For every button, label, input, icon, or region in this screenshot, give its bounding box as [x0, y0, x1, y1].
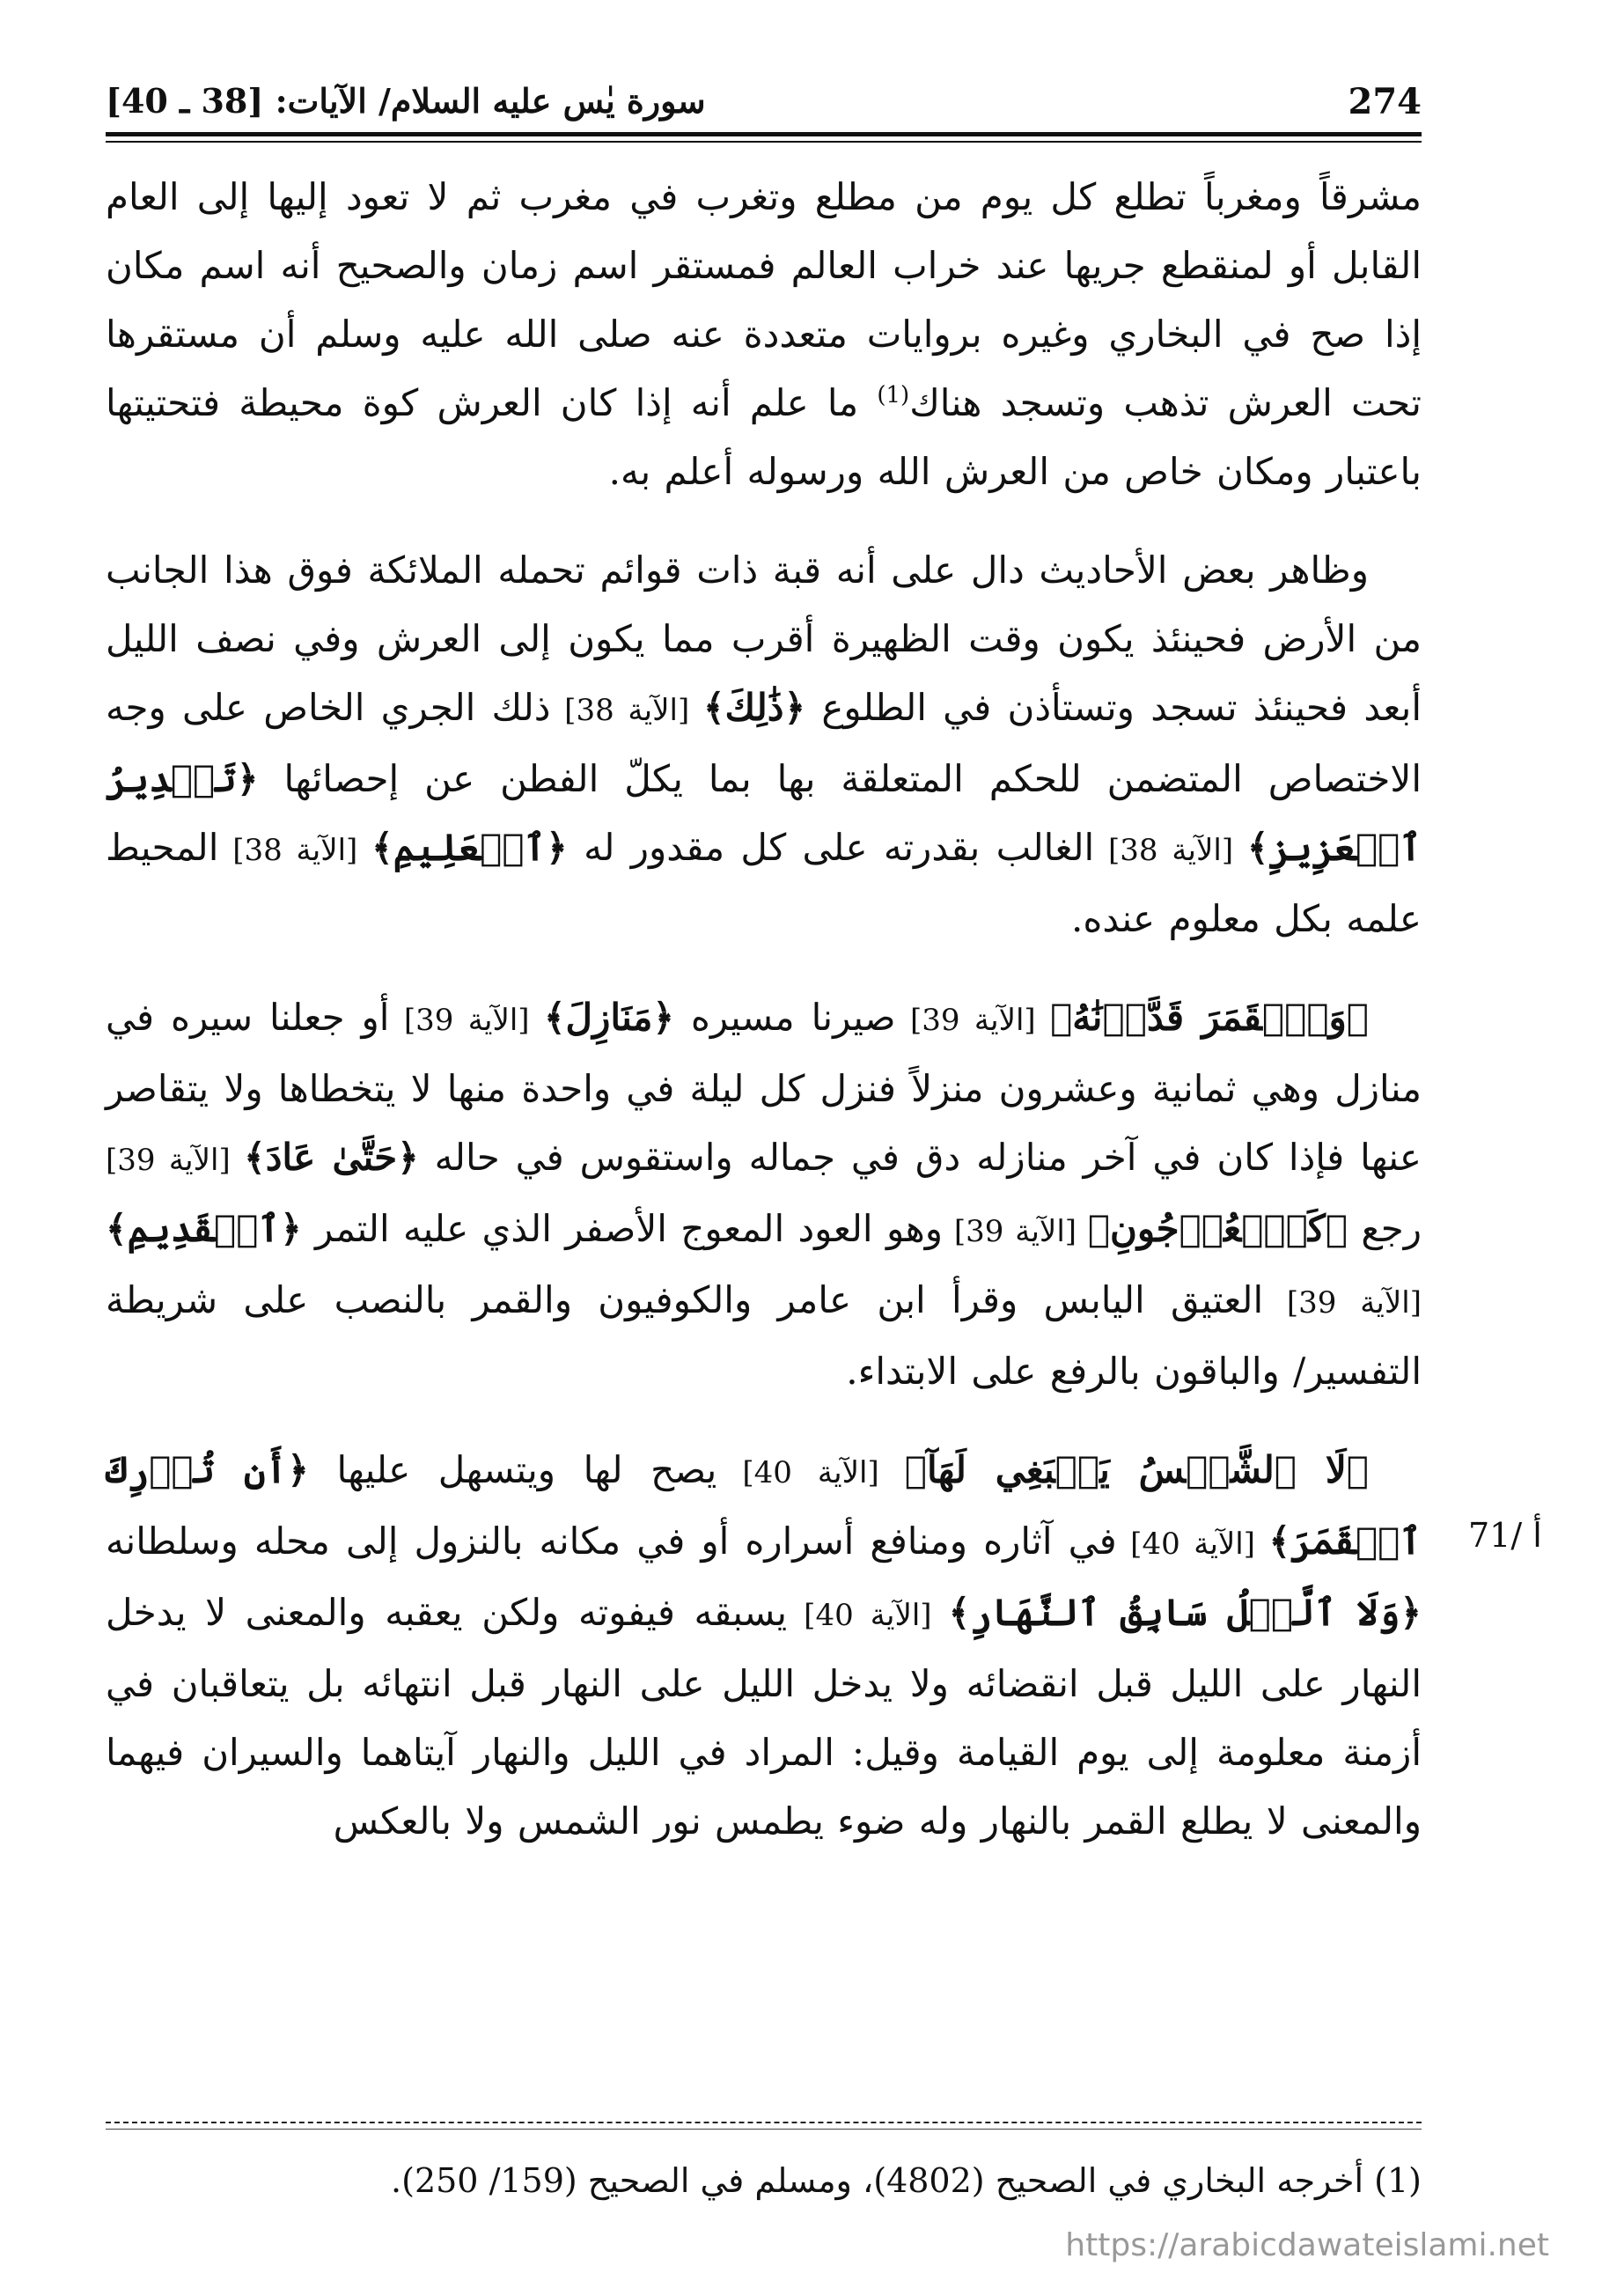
- footnote-1: (1) أخرجه البخاري في الصحيح (4802)، ومسلم في الصحيح (159/ 250).: [391, 2161, 1422, 2200]
- text-run: ذلك الجري الخاص على وجه الاختصاص المتضمن للحكم المتعلقة بها بما يكلّ الفطن عن إحصائها: [106, 686, 1422, 800]
- text-run: وهو العود المعوج الأصفر الذي عليه التمر: [301, 1207, 944, 1250]
- paragraph: [106, 163, 1422, 506]
- header-rule: [106, 132, 1422, 136]
- text-run: العتيق اليابس وقرأ ابن عامر والكوفيون والقمر بالنصب على شريطة التفسير/ والباقون بالرفع على الابتداء.: [106, 1278, 1422, 1393]
- verse-reference: [الآية 40]: [1116, 1527, 1269, 1562]
- quran-quote: ﴿ٱلۡعَلِيمِ﴾: [371, 826, 568, 869]
- verse-reference: [الآية 39]: [943, 1214, 1088, 1249]
- text-run: الغالب بقدرته على كل مقدور له: [567, 826, 1095, 869]
- quran-quote: ﴿وَٱلۡقَمَرَ قَدَّرۡنَٰهُ﴾: [1050, 996, 1370, 1039]
- verse-reference: [الآية 39]: [895, 1003, 1051, 1038]
- footnote-marker: (1): [877, 382, 910, 408]
- text-run: المحيط علمه بكل معلوم عنده.: [106, 826, 1422, 940]
- text-run: ما علم أنه إذا كان العرش كوة محيطة فتحتيتها باعتبار ومكان خاص من العرش الله ورسوله أعلم به.: [106, 381, 1422, 493]
- text-run: في آثاره ومنافع أسراره أو في مكانه بالنزول إلى محله وسلطانه: [106, 1519, 1117, 1563]
- quran-quote: ﴿ٱلۡقَدِيمِ﴾: [106, 1207, 302, 1250]
- verse-reference: [الآية 40]: [787, 1598, 949, 1633]
- quran-quote: ﴿كَٱلۡعُرۡجُونِ﴾: [1087, 1207, 1348, 1250]
- text-run: يسبقه فيفوته ولكن يعقبه والمعنى لا يدخل النهار على الليل قبل انقضائه ولا يدخل الليل على النهار قبل انتهائه بل يتعاقبان في أزمنة معلومة إلى يوم القيامة وقيل: المراد في الليل والنهار آيتاهما والسيران فيهما والمعنى لا يطلع القمر بالنهار وله ضوء يطمس نور الشمس ولا بالعكس: [106, 1591, 1422, 1843]
- text-run: صيرنا مسيره: [673, 996, 896, 1039]
- quran-quote: ﴿مَنَازِلَ﴾: [543, 996, 674, 1039]
- paragraph: [106, 536, 1422, 953]
- verse-reference: [الآية 38]: [218, 833, 372, 868]
- text-run: مشرقاً ومغرباً تطلع كل يوم من مطلع وتغرب في مغرب ثم لا تعود إليها إلى العام القابل أو لمنقطع جريها عند خراب العالم فمستقر اسم زمان والصحيح أنه اسم مكان إذا صح في البخاري وغيره بروايات متعددة عنه صلى الله عليه وسلم أن مستقرها تحت العرش تذهب وتسجد هناك: [106, 175, 1422, 424]
- quran-quote: ﴿وَلَا ٱلَّيۡلُ سَابِقُ ٱلنَّهَارِ﴾: [948, 1591, 1422, 1634]
- quran-quote: ﴿حَتَّىٰ عَادَ﴾: [244, 1136, 419, 1179]
- quran-quote: ﴿لَا ٱلشَّمۡسُ يَنۢبَغِي لَهَآ﴾: [904, 1448, 1369, 1491]
- verse-reference: [الآية 39]: [1263, 1285, 1422, 1321]
- verse-reference: [الآية 38]: [550, 693, 703, 728]
- text-run: أو جعلنا سيره في منازل وهي ثمانية وعشرون منزلاً فنزل كل ليلة في واحدة منها لا يتخطاها ولا يتقاصر عنها فإذا كان في آخر منازله دق في جماله واستقوس في حاله: [106, 996, 1422, 1179]
- paragraph: [106, 983, 1422, 1406]
- running-title: سورة يٰس عليه السلام/ الآيات: [38 ـ 40]: [106, 81, 706, 121]
- footnote-separator: [106, 2122, 1422, 2123]
- text-run: وظاهر بعض الأحاديث دال على أنه قبة ذات قوائم تحمله الملائكة فوق هذا الجانب من الأرض فحينئذ يكون وقت الظهيرة أقرب مما يكون إلى العرش وفي نصف الليل أبعد فحينئذ تسجد وتستأذن في الطلوع: [106, 548, 1422, 729]
- verse-reference: [الآية 39]: [106, 1143, 245, 1178]
- text-run: رجع: [1348, 1207, 1422, 1250]
- quran-quote: ﴿أَن تُدۡرِكَ ٱلۡقَمَرَ﴾: [106, 1448, 1422, 1563]
- paragraph: [106, 1436, 1422, 1856]
- quran-quote: ﴿ذَٰلِكَ﴾: [702, 686, 806, 729]
- quran-quote: ﴿تَقۡدِيرُ ٱلۡعَزِيزِ﴾: [106, 757, 1422, 869]
- footnote-separator-line: [106, 2129, 1422, 2130]
- verse-reference: [الآية 40]: [716, 1455, 905, 1490]
- verse-reference: [الآية 39]: [389, 1003, 544, 1038]
- verse-reference: [الآية 38]: [1094, 833, 1247, 868]
- body-text: [106, 163, 1422, 1886]
- text-run: يصح لها ويتسهل عليها: [308, 1448, 717, 1491]
- page-header: [106, 81, 1422, 134]
- watermark-url: https://arabicdawateislami.net: [1065, 2227, 1549, 2263]
- page-number: 274: [1348, 81, 1422, 122]
- manuscript-folio-note: 71/ أ: [1468, 1516, 1542, 1555]
- header-rule-thin: [106, 141, 1422, 143]
